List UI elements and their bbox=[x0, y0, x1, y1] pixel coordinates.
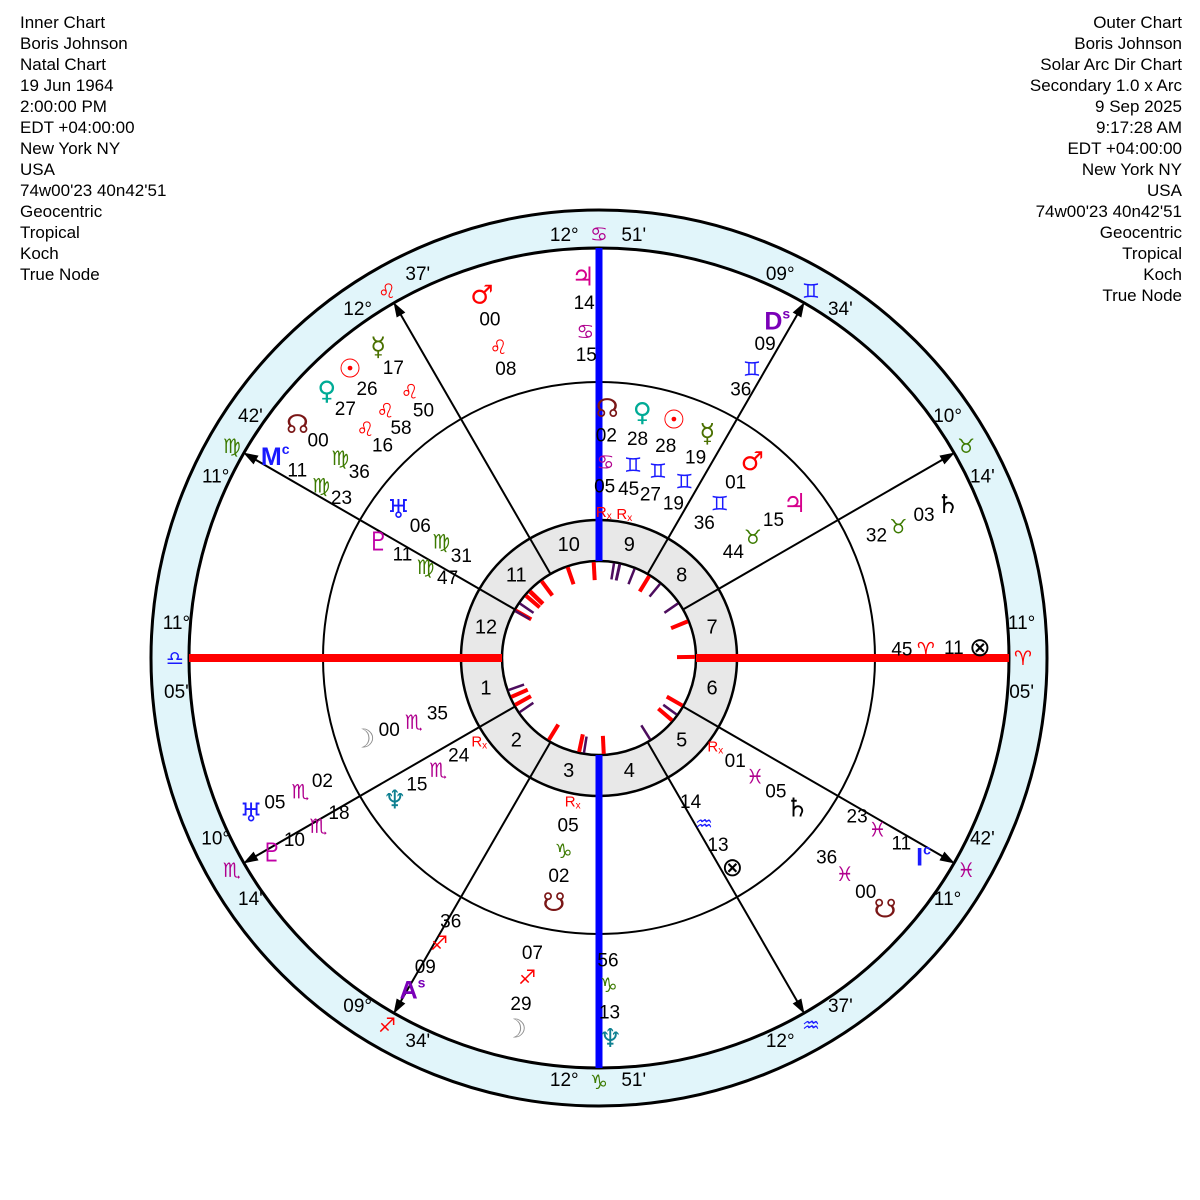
outer-uranus-sign: ♏ bbox=[291, 779, 310, 804]
cusp-label-7-sign: ♈ bbox=[1014, 646, 1032, 670]
outer-saturn-sign: ♉ bbox=[889, 514, 908, 539]
cusp-label-10-sign: ♋ bbox=[590, 222, 608, 246]
tick-outer-jupiter bbox=[594, 562, 595, 580]
inner-part-of-fortune-sign: ♒ bbox=[695, 811, 713, 836]
outer-south-node-degrees: 00 bbox=[855, 881, 877, 903]
outer-part-of-fortune-sign: ♈ bbox=[916, 637, 935, 662]
inner-south-node-degrees: 02 bbox=[548, 865, 570, 887]
inner-north-node-glyph: ☊ bbox=[595, 394, 619, 425]
outer-midheaven-glyph: $M^c$ bbox=[260, 441, 290, 472]
cusp-label-12-deg: 11° bbox=[202, 466, 230, 488]
outer-ascendant-glyph: $A^s$ bbox=[399, 974, 426, 1005]
outer-part-of-fortune-glyph: ⊗ bbox=[968, 633, 991, 664]
cusp-label-5-deg: 12° bbox=[765, 1030, 795, 1052]
inner-moon-glyph: ☽ bbox=[352, 724, 376, 755]
outer-info-line: Geocentric bbox=[1099, 223, 1182, 242]
inner-pluto-sign: ♍ bbox=[416, 554, 435, 579]
house-number-2: 2 bbox=[510, 729, 522, 752]
inner-venus-retrograde: $R_x$ bbox=[616, 505, 633, 524]
inner-saturn-glyph: ♄ bbox=[785, 793, 809, 824]
inner-info-line: Inner Chart bbox=[20, 13, 106, 32]
inner-uranus-minutes: 31 bbox=[450, 546, 472, 568]
outer-mercury-minutes: 50 bbox=[412, 400, 435, 422]
inner-part-of-fortune-minutes: 14 bbox=[680, 791, 702, 813]
outer-neptune-sign: ♑ bbox=[599, 972, 618, 997]
inner-saturn-degrees: 05 bbox=[765, 781, 787, 803]
outer-north-node-degrees: 00 bbox=[307, 430, 329, 452]
inner-moon-sign: ♏ bbox=[404, 710, 423, 735]
cusp-label-11-sign: ♌ bbox=[378, 278, 396, 303]
inner-moon-degrees: 00 bbox=[378, 720, 400, 742]
inner-saturn-sign: ♓ bbox=[746, 764, 765, 789]
inner-neptune-sign: ♏ bbox=[429, 758, 448, 783]
inner-north-node-retrograde: $R_x$ bbox=[595, 503, 612, 522]
house-number-3: 3 bbox=[563, 760, 575, 783]
inner-info-line: True Node bbox=[20, 265, 100, 284]
inner-pluto-glyph: ♇ bbox=[366, 527, 391, 558]
inner-mercury-glyph: ☿ bbox=[699, 418, 716, 449]
outer-pluto-glyph: ♇ bbox=[260, 838, 284, 869]
cusp-label-2-min: 14' bbox=[238, 888, 263, 910]
outer-ascendant-sign: ♐ bbox=[430, 931, 448, 956]
house-number-4: 4 bbox=[623, 760, 635, 783]
inner-venus-degrees: 28 bbox=[626, 428, 649, 450]
inner-sun-minutes: 27 bbox=[639, 484, 661, 506]
outer-sun-sign: ♌ bbox=[376, 398, 395, 423]
outer-midheaven-sign: ♍ bbox=[312, 473, 331, 498]
outer-descendant-minutes: 36 bbox=[730, 379, 752, 401]
inner-moon-minutes: 35 bbox=[426, 703, 448, 725]
cusp-label-7-min: 05' bbox=[1009, 682, 1034, 704]
house-number-9: 9 bbox=[623, 533, 635, 556]
inner-jupiter-degrees: 15 bbox=[762, 510, 785, 532]
inner-north-node-degrees: 02 bbox=[595, 425, 617, 447]
outer-jupiter-sign: ♋ bbox=[576, 319, 595, 344]
cusp-label-1-deg: 11° bbox=[162, 612, 191, 634]
outer-part-of-fortune-degrees: 11 bbox=[944, 638, 964, 660]
inner-jupiter-minutes: 44 bbox=[722, 541, 744, 563]
outer-neptune-glyph: ♆ bbox=[598, 1023, 622, 1054]
outer-uranus-degrees: 05 bbox=[264, 792, 286, 814]
inner-info-line: 2:00:00 PM bbox=[20, 97, 107, 116]
outer-info-line: Tropical bbox=[1122, 244, 1182, 263]
outer-jupiter-minutes: 15 bbox=[575, 344, 597, 366]
outer-descendant-glyph: $D^s$ bbox=[764, 305, 791, 336]
inner-uranus-degrees: 06 bbox=[409, 515, 431, 537]
inner-mercury-degrees: 19 bbox=[685, 447, 707, 469]
outer-saturn-glyph: ♄ bbox=[936, 489, 960, 520]
house-number-8: 8 bbox=[676, 564, 688, 587]
cusp-label-11-deg: 12° bbox=[343, 298, 372, 320]
inner-jupiter-glyph: ♃ bbox=[783, 489, 807, 520]
outer-moon-sign: ♐ bbox=[518, 964, 537, 989]
outer-moon-degrees: 29 bbox=[510, 993, 532, 1015]
outer-moon-minutes: 07 bbox=[521, 943, 543, 965]
inner-info-line: USA bbox=[20, 160, 55, 179]
inner-circle bbox=[502, 561, 696, 755]
outer-mercury-glyph: ☿ bbox=[370, 332, 387, 363]
inner-info-line: EDT +04:00:00 bbox=[20, 118, 135, 137]
outer-mars-minutes: 08 bbox=[495, 359, 517, 381]
cusp-label-9-deg: 09° bbox=[765, 264, 795, 286]
cusp-label-3-deg: 09° bbox=[343, 996, 372, 1018]
outer-south-node-glyph: ☋ bbox=[873, 894, 897, 925]
cusp-label-4-deg: 12° bbox=[549, 1070, 579, 1092]
outer-sun-degrees: 26 bbox=[356, 378, 378, 400]
inner-mars-degrees: 01 bbox=[725, 472, 747, 494]
outer-north-node-sign: ♍ bbox=[331, 446, 350, 471]
outer-venus-sign: ♌ bbox=[356, 417, 375, 442]
inner-info-line: 74w00'23 40n42'51 bbox=[20, 181, 167, 200]
inner-info-line: Koch bbox=[20, 244, 59, 263]
cusp-label-10-min: 51' bbox=[621, 224, 647, 246]
inner-mercury-sign: ♊ bbox=[675, 469, 694, 494]
cusp-label-1-sign: ♎ bbox=[166, 646, 184, 670]
inner-venus-sign: ♊ bbox=[624, 452, 643, 477]
cusp-label-6-min: 42' bbox=[969, 828, 995, 850]
outer-venus-degrees: 27 bbox=[334, 399, 356, 421]
outer-venus-minutes: 16 bbox=[371, 435, 394, 457]
outer-ic-degrees: 11 bbox=[891, 833, 912, 855]
outer-mars-sign: ♌ bbox=[489, 334, 508, 359]
outer-jupiter-glyph: ♃ bbox=[571, 262, 595, 293]
outer-mars-degrees: 00 bbox=[479, 309, 501, 331]
outer-info-line: 74w00'23 40n42'51 bbox=[1035, 202, 1182, 221]
outer-ascendant-degrees: 09 bbox=[414, 957, 436, 979]
outer-ic-glyph: $I^c$ bbox=[916, 841, 931, 872]
outer-saturn-degrees: 03 bbox=[913, 504, 935, 526]
outer-midheaven-degrees: 11 bbox=[287, 460, 308, 482]
inner-part-of-fortune-degrees: 13 bbox=[707, 834, 729, 856]
cusp-label-6-deg: 11° bbox=[933, 888, 962, 910]
outer-south-node-minutes: 36 bbox=[816, 847, 838, 869]
cusp-label-6-sign: ♓ bbox=[957, 858, 976, 882]
inner-uranus-glyph: ♅ bbox=[386, 495, 411, 526]
house-number-10: 10 bbox=[557, 533, 580, 556]
outer-neptune-degrees: 13 bbox=[598, 1002, 621, 1024]
cusp-label-5-min: 37' bbox=[827, 996, 853, 1018]
cusp-label-9-min: 34' bbox=[827, 298, 853, 320]
cusp-label-8-sign: ♉ bbox=[957, 434, 976, 458]
outer-saturn-minutes: 32 bbox=[865, 525, 888, 547]
outer-info-line: Boris Johnson bbox=[1074, 34, 1182, 53]
house-number-7: 7 bbox=[706, 616, 718, 639]
inner-sun-degrees: 28 bbox=[655, 435, 677, 457]
outer-moon-glyph: ☽ bbox=[503, 1014, 527, 1045]
outer-south-node-sign: ♓ bbox=[835, 861, 854, 886]
inner-neptune-minutes: 24 bbox=[448, 745, 470, 767]
inner-saturn-retrograde: $R_x$ bbox=[707, 737, 724, 756]
outer-sun-glyph: ☉ bbox=[338, 354, 362, 385]
outer-mercury-sign: ♌ bbox=[400, 379, 419, 404]
outer-pluto-minutes: 18 bbox=[328, 803, 350, 825]
outer-north-node-glyph: ☊ bbox=[285, 410, 310, 441]
outer-info-line: True Node bbox=[1102, 286, 1182, 305]
inner-mercury-minutes: 19 bbox=[662, 493, 684, 515]
inner-south-node-retrograde: $R_x$ bbox=[564, 793, 581, 812]
tick-outer-neptune bbox=[603, 736, 604, 754]
house-number-1: 1 bbox=[480, 677, 492, 700]
inner-sun-glyph: ☉ bbox=[662, 405, 686, 436]
inner-info-line: Tropical bbox=[20, 223, 80, 242]
inner-part-of-fortune-glyph: ⊗ bbox=[721, 853, 744, 884]
outer-mercury-degrees: 17 bbox=[382, 358, 404, 380]
inner-info-line: Geocentric bbox=[20, 202, 103, 221]
outer-info-line: Solar Arc Dir Chart bbox=[1040, 55, 1182, 74]
outer-planet-neptune bbox=[597, 950, 622, 1053]
outer-uranus-glyph: ♅ bbox=[239, 798, 263, 829]
house-number-6: 6 bbox=[706, 677, 718, 700]
outer-jupiter-degrees: 14 bbox=[573, 292, 595, 314]
outer-ic-sign: ♓ bbox=[868, 817, 887, 842]
outer-midheaven-minutes: 23 bbox=[330, 487, 353, 509]
outer-info-line: New York NY bbox=[1081, 160, 1182, 179]
inner-info-line: Boris Johnson bbox=[20, 34, 128, 53]
inner-north-node-sign: ♋ bbox=[596, 450, 615, 475]
inner-jupiter-sign: ♉ bbox=[744, 524, 762, 549]
inner-pluto-minutes: 47 bbox=[437, 568, 459, 590]
outer-ascendant-minutes: 36 bbox=[440, 911, 462, 933]
cusp-label-2-sign: ♏ bbox=[222, 858, 241, 882]
outer-info-line: EDT +04:00:00 bbox=[1067, 139, 1182, 158]
inner-venus-glyph: ♀ bbox=[632, 397, 652, 428]
outer-uranus-minutes: 02 bbox=[311, 771, 333, 793]
cusp-label-10-deg: 12° bbox=[549, 224, 579, 246]
cusp-label-3-sign: ♐ bbox=[378, 1013, 396, 1038]
outer-info-line: Outer Chart bbox=[1093, 13, 1182, 32]
outer-north-node-minutes: 36 bbox=[348, 462, 370, 484]
inner-south-node-sign: ♑ bbox=[554, 838, 573, 863]
cusp-label-3-min: 34' bbox=[405, 1030, 431, 1052]
outer-info-line: Secondary 1.0 x Arc bbox=[1029, 76, 1182, 95]
outer-info-line: 9:17:28 AM bbox=[1095, 118, 1182, 137]
cusp-label-9-sign: ♊ bbox=[802, 278, 820, 303]
outer-info-line: 9 Sep 2025 bbox=[1095, 97, 1182, 116]
inner-info-line: 19 Jun 1964 bbox=[20, 76, 114, 95]
outer-neptune-minutes: 56 bbox=[597, 950, 619, 972]
outer-info-line: Koch bbox=[1143, 265, 1182, 284]
cusp-label-7-deg: 11° bbox=[1007, 612, 1036, 634]
cusp-label-4-sign: ♑ bbox=[590, 1070, 608, 1094]
cusp-label-8-min: 14' bbox=[969, 466, 995, 488]
outer-mars-glyph: ♂ bbox=[470, 280, 494, 311]
cusp-label-5-sign: ♒ bbox=[802, 1013, 820, 1038]
cusp-label-11-min: 37' bbox=[405, 264, 431, 286]
inner-north-node-minutes: 05 bbox=[594, 476, 616, 498]
inner-sun-sign: ♊ bbox=[648, 459, 667, 484]
outer-info-line: USA bbox=[1147, 181, 1182, 200]
outer-venus-glyph: ♀ bbox=[317, 376, 337, 407]
house-number-11: 11 bbox=[505, 564, 527, 587]
cusp-label-8-deg: 10° bbox=[933, 406, 962, 428]
inner-neptune-glyph: ♆ bbox=[383, 785, 407, 816]
inner-neptune-degrees: 15 bbox=[406, 774, 428, 796]
outer-ic-minutes: 23 bbox=[846, 806, 868, 828]
inner-neptune-retrograde: $R_x$ bbox=[471, 733, 488, 752]
inner-mars-glyph: ♂ bbox=[740, 446, 764, 477]
inner-info-line: Natal Chart bbox=[20, 55, 106, 74]
cusp-label-12-min: 42' bbox=[238, 406, 263, 428]
house-number-5: 5 bbox=[676, 729, 688, 752]
inner-saturn-minutes: 01 bbox=[724, 750, 746, 772]
cusp-label-1-min: 05' bbox=[164, 682, 189, 704]
inner-south-node-glyph: ☋ bbox=[542, 887, 566, 918]
outer-descendant-sign: ♊ bbox=[743, 357, 761, 382]
cusp-label-12-sign: ♍ bbox=[222, 434, 241, 458]
inner-mars-sign: ♊ bbox=[710, 491, 729, 516]
cusp-label-4-min: 51' bbox=[621, 1070, 647, 1092]
inner-pluto-degrees: 11 bbox=[392, 544, 413, 566]
outer-pluto-sign: ♏ bbox=[309, 813, 328, 838]
inner-venus-minutes: 45 bbox=[618, 479, 640, 501]
outer-part-of-fortune-minutes: 45 bbox=[891, 639, 913, 661]
inner-mars-minutes: 36 bbox=[693, 512, 715, 534]
inner-info-line: New York NY bbox=[20, 139, 121, 158]
cusp-label-2-deg: 10° bbox=[201, 828, 231, 850]
house-number-12: 12 bbox=[474, 616, 498, 639]
outer-pluto-degrees: 10 bbox=[283, 829, 305, 851]
outer-descendant-degrees: 09 bbox=[754, 333, 776, 355]
outer-sun-minutes: 58 bbox=[390, 418, 412, 440]
inner-uranus-sign: ♍ bbox=[432, 529, 451, 554]
inner-south-node-minutes: 05 bbox=[557, 815, 579, 837]
